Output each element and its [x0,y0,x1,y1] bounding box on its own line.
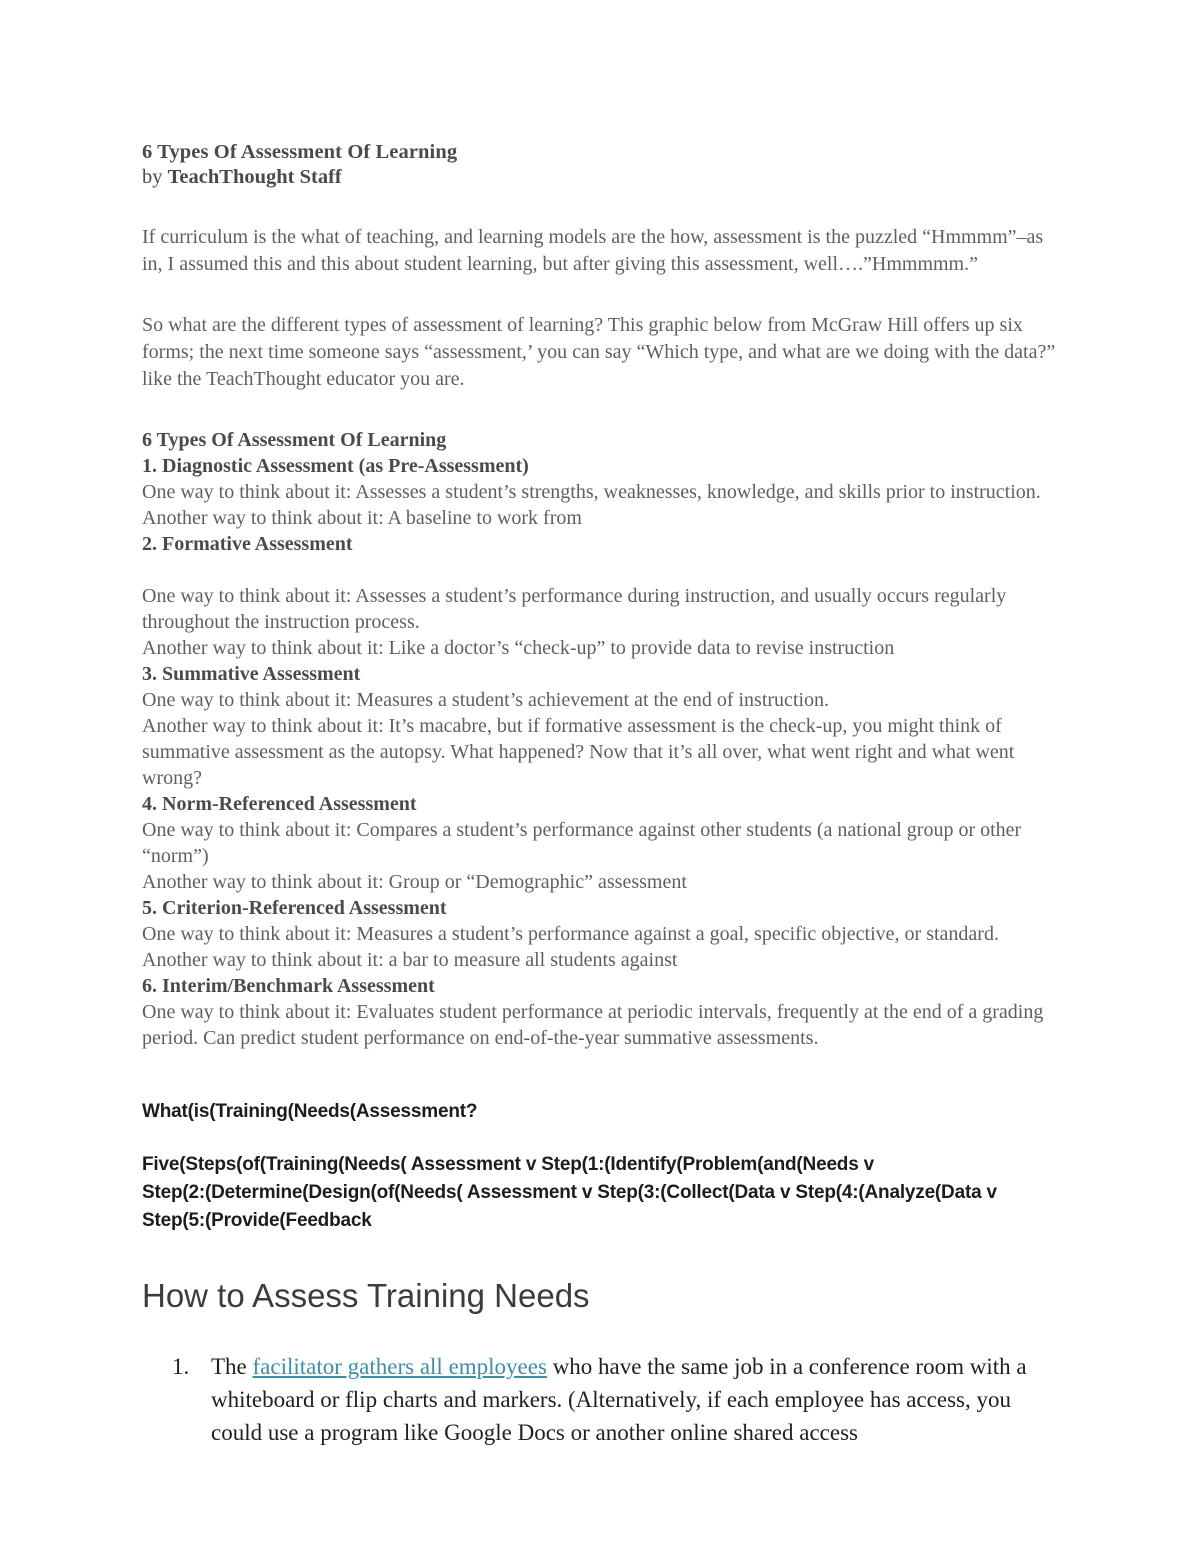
list-item-text-before-link: The [211,1354,253,1379]
spacer [142,1085,1057,1099]
spacer [142,1316,1057,1350]
facilitator-link[interactable]: facilitator gathers all employees [252,1354,547,1379]
assessment-type-heading: 1. Diagnostic Assessment (as Pre-Assessment) [142,455,529,477]
training-needs-steps-line-2: Step(2:(Determine(Design(of(Needs( Assessment ᴠ Step(3:(Collect(Data ᴠ Step(4:(Analyze(Data ᴠ [142,1182,997,1203]
how-to-steps-list [142,1350,1057,1449]
assessment-types-list [142,453,1057,1051]
document-content [142,140,1057,1449]
spacer [142,190,1057,224]
assessment-type-another-way: Another way to think about it: a bar to measure all students against [142,949,678,971]
list-item-text-after-link: who have the same job in a conference room with a whiteboard or flip charts and markers. (Alternatively, if each employee has access, you could use a program like Google Docs or another online shared access [211,1354,1027,1445]
assessment-type-one-way: One way to think about it: Evaluates student performance at periodic intervals, frequently at the end of a grading period. Can predict student performance on end-of-the-year summative assessments. [142,1001,1044,1049]
assessment-type-another-way: Another way to think about it: It’s macabre, but if formative assessment is the check-up, you might think of summative assessment as the autopsy. What happened? Now that it’s all over, what went right and what went wrong? [142,715,1015,789]
training-needs-steps-line-3: Step(5:(Provide(Feedback [142,1210,372,1231]
assessment-type-one-way: One way to think about it: Assesses a student’s strengths, weaknesses, knowledge, and skills prior to instruction. [142,481,1041,503]
spacer [142,1125,1057,1151]
assessment-type-one-way: One way to think about it: Assesses a student’s performance during instruction, and usually occurs regularly throughout the instruction process. [142,585,1007,633]
types-list-heading: 6 Types Of Assessment Of Learning [142,429,447,451]
spacer [142,278,1057,312]
assessment-type-one-way: One way to think about it: Measures a student’s performance against a goal, specific objective, or standard. [142,923,999,945]
assessment-type-one-way: One way to think about it: Measures a student’s achievement at the end of instruction. [142,689,830,711]
spacer [142,557,1057,583]
training-needs-steps-line-1: Five(Steps(of(Training(Needs( Assessment ᴠ Step(1:(Identify(Problem(and(Needs ᴠ [142,1154,875,1175]
assessment-type-heading: 4. Norm-Referenced Assessment [142,793,417,815]
document-byline [142,165,1057,190]
assessment-type-another-way: Another way to think about it: Like a doctor’s “check-up” to provide data to revise instruction [142,637,895,659]
assessment-type-heading: 5. Criterion-Referenced Assessment [142,897,447,919]
byline-author: TeachThought Staff [167,166,342,188]
second-paragraph: So what are the different types of assessment of learning? This graphic below from McGraw Hill offers up six forms; the next time someone says “assessment,’ you can say “Which type, and what are we doing with the data?” like the TeachThought educator you are. [142,314,1056,390]
spacer [142,1051,1057,1085]
training-needs-heading: What(is(Training(Needs(Assessment? [142,1101,478,1122]
assessment-type-heading: 2. Formative Assessment [142,533,353,555]
assessment-type-another-way: Another way to think about it: Group or “Demographic” assessment [142,871,687,893]
spacer [142,1235,1057,1269]
assessment-type-heading: 6. Interim/Benchmark Assessment [142,975,435,997]
byline-prefix: by [142,166,168,188]
assessment-type-one-way: One way to think about it: Compares a student’s performance against other students (a national group or other “norm”) [142,819,1022,867]
list-item-marker: 1. [172,1354,190,1379]
list-item [142,1350,1057,1449]
spacer [142,1269,1057,1276]
document-title: 6 Types Of Assessment Of Learning [142,141,458,163]
how-to-assess-heading: How to Assess Training Needs [142,1277,590,1314]
spacer [142,393,1057,427]
assessment-type-another-way: Another way to think about it: A baseline to work from [142,507,582,529]
intro-paragraph: If curriculum is the what of teaching, and learning models are the how, assessment is the puzzled “Hmmmm”–as in, I assumed this and this about student learning, but after giving this assessment, well….”Hmmmmm.” [142,226,1044,275]
assessment-type-heading: 3. Summative Assessment [142,663,361,685]
